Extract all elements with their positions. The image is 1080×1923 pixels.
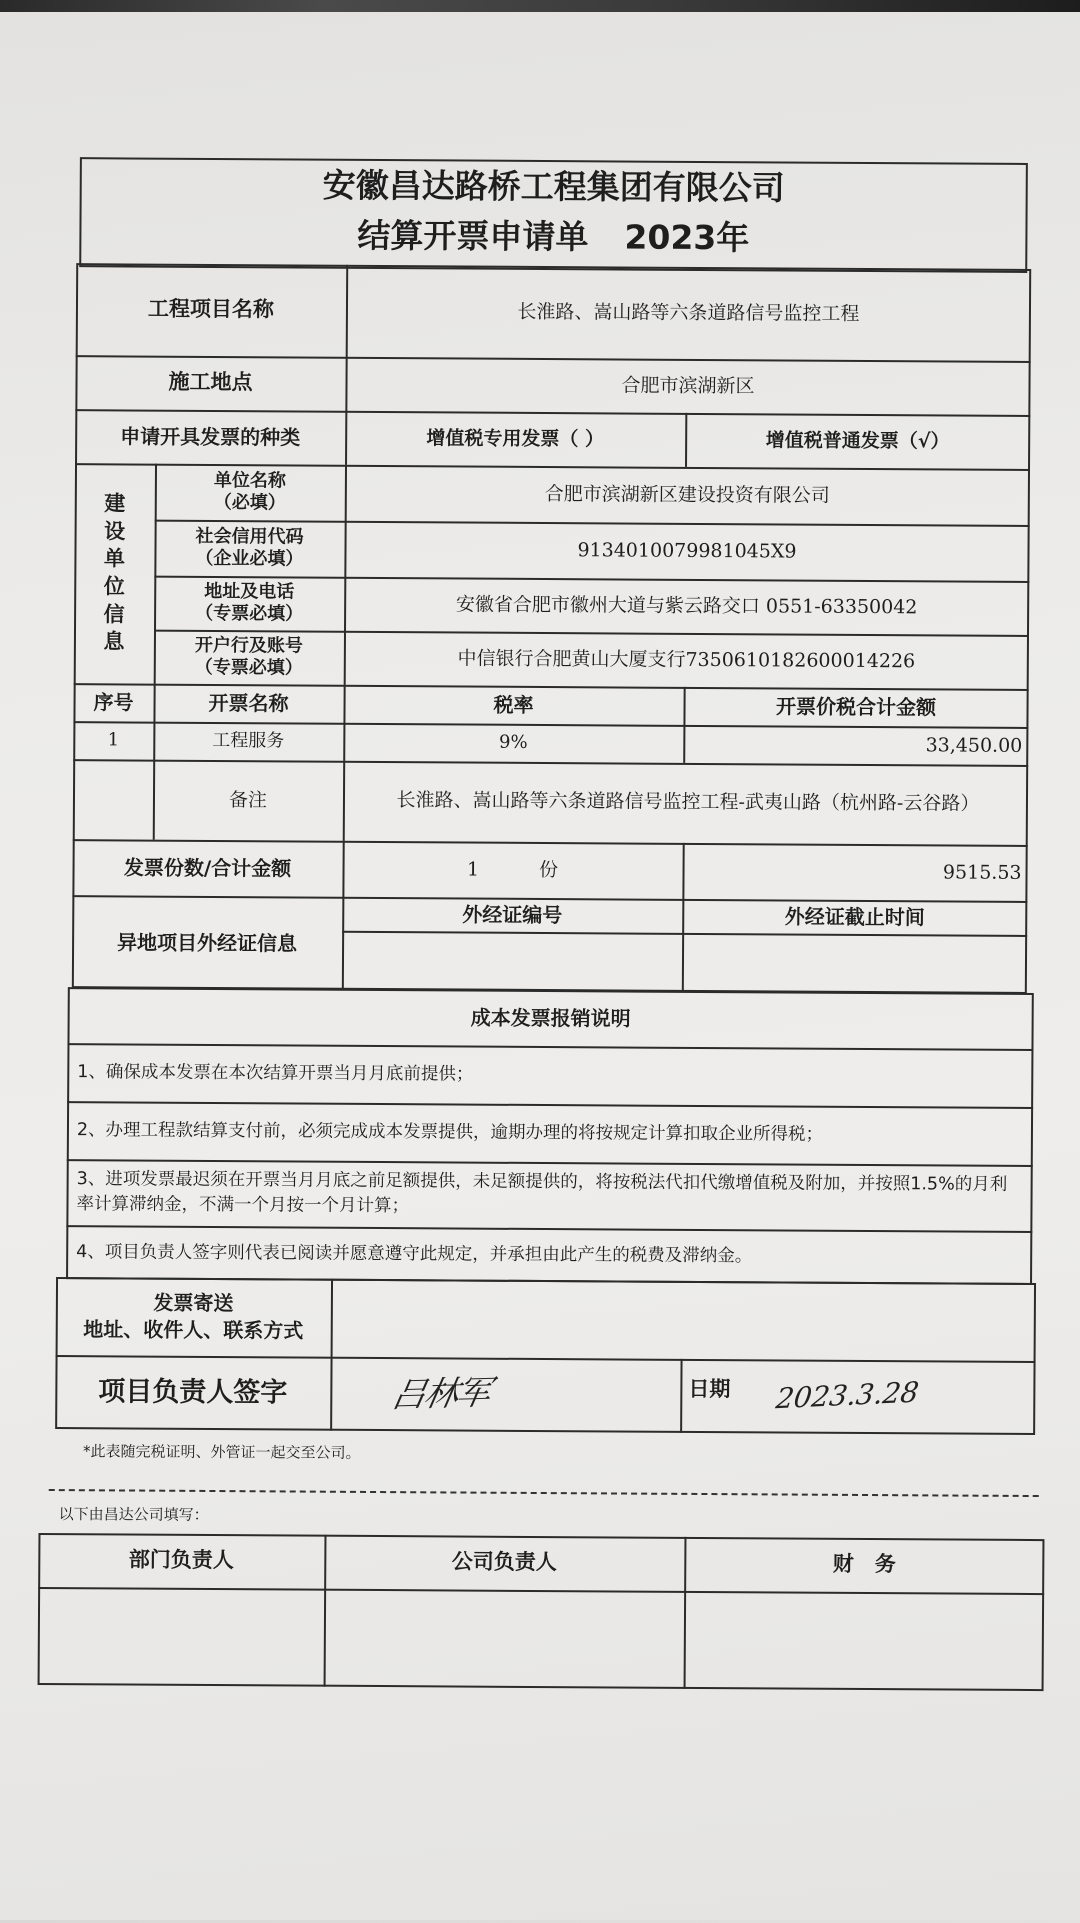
delivery-label: 发票寄送 地址、收件人、联系方式 bbox=[83, 1290, 304, 1343]
external-cert-number-value bbox=[342, 931, 682, 992]
date-handwriting: 2023.3.28 bbox=[774, 1375, 921, 1416]
bank-account-value: 中信银行合肥黄山大厦支行7350610182600014226 bbox=[457, 647, 916, 672]
dept-head-sign-cell bbox=[38, 1587, 325, 1687]
total-amount: 9515.53 bbox=[942, 861, 1022, 884]
cost-note-4: 4、项目负责人签字则代表已阅读并愿意遵守此规定，并承担由此产生的税费及滞纳金。 bbox=[76, 1241, 753, 1266]
builder-name-value: 合肥市滨湖新区建设投资有限公司 bbox=[544, 482, 830, 507]
credit-code-value: 9134010079981045X9 bbox=[577, 538, 797, 563]
project-name-value: 长淮路、嵩山路等六条道路信号监控工程 bbox=[517, 300, 860, 325]
item-tax-rate: 9% bbox=[498, 732, 528, 754]
invoice-type-normal: 增值税普通发票（√） bbox=[765, 429, 950, 453]
company-head-header: 公司负责人 bbox=[451, 1549, 557, 1575]
external-cert-label: 异地项目外经证信息 bbox=[117, 929, 298, 956]
address-phone-value: 安徽省合肥市徽州大道与紫云路交口 0551-63350042 bbox=[455, 593, 918, 618]
external-cert-number-header: 外经证编号 bbox=[462, 902, 563, 928]
company-name: 安徽昌达路桥工程集团有限公司 bbox=[322, 165, 785, 208]
company-head-sign-cell bbox=[324, 1589, 685, 1689]
external-cert-deadline-header: 外经证截止时间 bbox=[784, 904, 925, 930]
project-name-label: 工程项目名称 bbox=[147, 296, 275, 322]
dept-head-header: 部门负责人 bbox=[128, 1547, 234, 1573]
amount-header: 开票价税合计金额 bbox=[775, 694, 937, 720]
address-phone-label: 地址及电话 （专票必填） bbox=[195, 581, 304, 625]
builder-group-label: 建 设 单 位 信 息 bbox=[103, 491, 126, 654]
form-year: 2023年 bbox=[624, 217, 750, 258]
cut-line bbox=[49, 1489, 1039, 1497]
remark-label: 备注 bbox=[228, 788, 268, 811]
cost-notes-title: 成本发票报销说明 bbox=[470, 1005, 631, 1031]
date-label: 日期 bbox=[688, 1377, 731, 1402]
external-cert-deadline-value bbox=[682, 933, 1027, 994]
item-name-header: 开票名称 bbox=[208, 690, 289, 716]
invoice-type-special: 增值税专用发票（ ） bbox=[426, 426, 605, 451]
finance-header: 财 务 bbox=[832, 1552, 896, 1577]
signature-label: 项目负责人签字 bbox=[98, 1376, 288, 1409]
item-amount: 33,450.00 bbox=[925, 734, 1023, 757]
form-title-line bbox=[79, 207, 1027, 268]
delivery-value bbox=[331, 1279, 1036, 1361]
cost-note-1: 1、确保成本发票在本次结算开票当月月底前提供； bbox=[77, 1061, 474, 1085]
credit-code-label: 社会信用代码 （企业必填） bbox=[195, 526, 304, 570]
item-seq: 1 bbox=[107, 729, 120, 751]
site-label: 施工地点 bbox=[168, 370, 253, 395]
bank-account-label: 开户行及账号 （专票必填） bbox=[194, 635, 303, 679]
finance-sign-cell bbox=[684, 1591, 1045, 1691]
footnote: *此表随完税证明、外管证一起交至公司。 bbox=[82, 1442, 361, 1463]
remark-value: 长淮路、嵩山路等六条道路信号监控工程-武夷山路（杭州路-云谷路） bbox=[396, 789, 980, 815]
builder-name-label: 单位名称 （必填） bbox=[213, 470, 286, 514]
invoice-type-label: 申请开具发票的种类 bbox=[120, 424, 301, 450]
invoice-count: 1 bbox=[466, 858, 480, 881]
form-title: 结算开票申请单 bbox=[357, 215, 589, 257]
site-value: 合肥市滨湖新区 bbox=[621, 374, 755, 397]
invoice-count-cell bbox=[342, 841, 682, 899]
seq-header: 序号 bbox=[93, 690, 134, 715]
signature-handwriting: 吕林军 bbox=[388, 1372, 493, 1416]
invoice-count-unit: 份 bbox=[539, 858, 559, 881]
tax-rate-header: 税率 bbox=[493, 692, 534, 717]
cost-note-3: 3、进项发票最迟须在开票当月月底之前足额提供，未足额提供的，将按税法代扣代缴增值税及附加，并按照1.5%的月利率计算滞纳金，不满一个月按一个月计算； bbox=[76, 1168, 1008, 1217]
cost-note-2: 2、办理工程款结算支付前，必须完成成本发票提供，逾期办理的将按规定计算扣取企业所得税； bbox=[76, 1119, 824, 1145]
item-name: 工程服务 bbox=[212, 730, 285, 752]
internal-intro: 以下由昌达公司填写： bbox=[58, 1505, 209, 1525]
summary-label: 发票份数/合计金额 bbox=[123, 855, 292, 881]
